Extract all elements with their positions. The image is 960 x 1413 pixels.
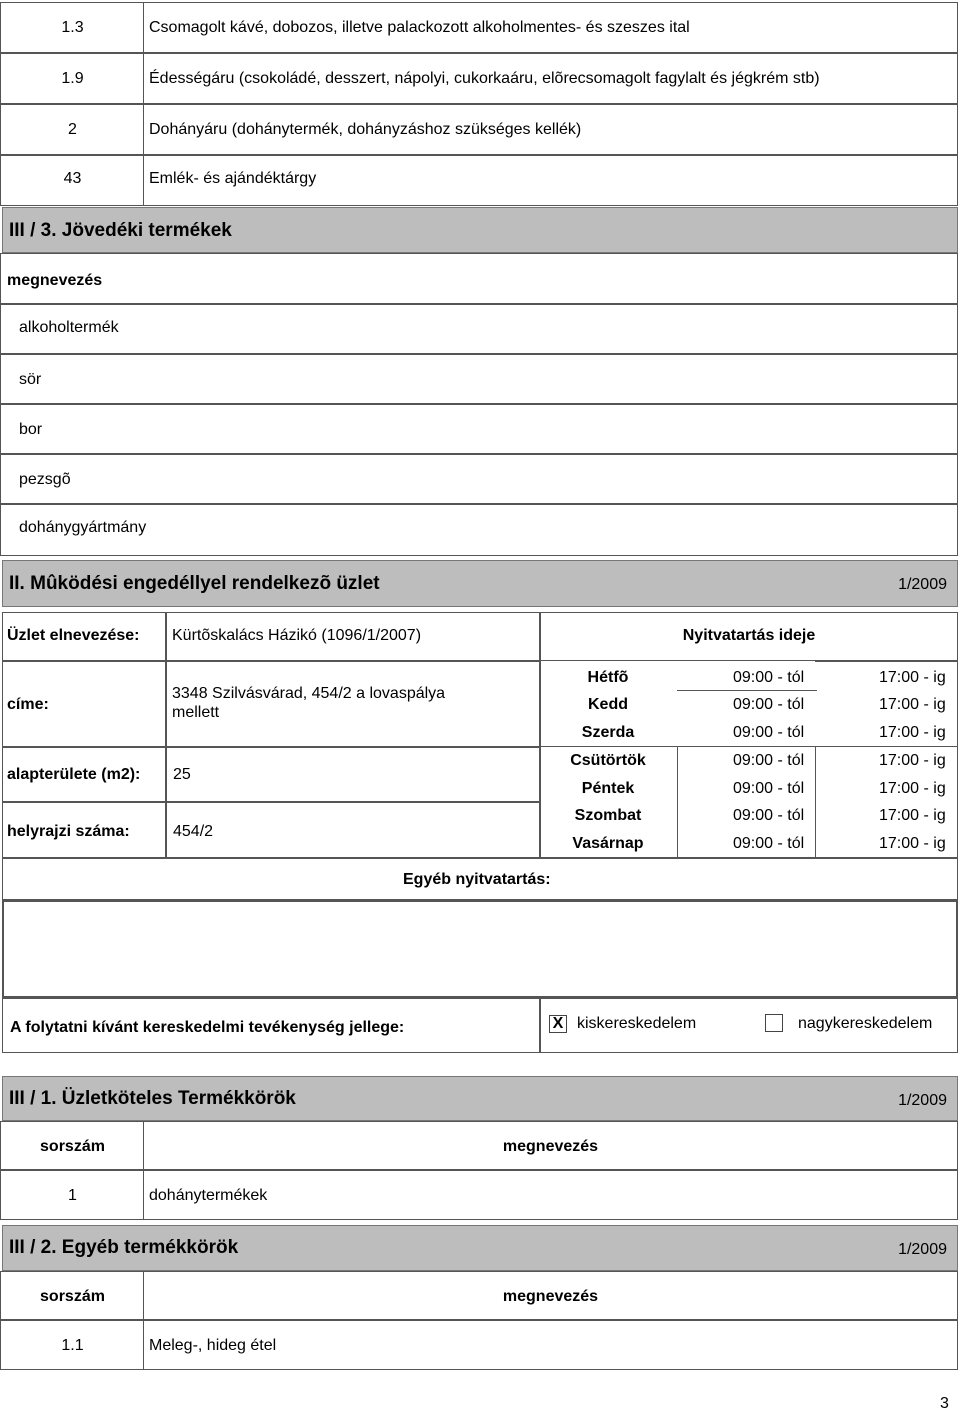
section1-row-text: dohánytermékek: [149, 1187, 268, 1204]
section2-row-text: Meleg-, hideg étel: [149, 1337, 277, 1354]
product-row-text: Csomagolt kávé, dobozos, illetve palackozott alkoholmentes- és szeszes ital: [149, 19, 690, 36]
shop-name-label: Üzlet elnevezése:: [7, 627, 140, 644]
hours-day: Kedd: [588, 696, 628, 713]
permit-section-header: [2, 560, 958, 607]
permit-section-code: 1/2009: [898, 576, 947, 593]
section1-row: [0, 1170, 958, 1220]
hours-day: Hétfõ: [587, 669, 629, 686]
excise-item-label: sör: [19, 371, 42, 388]
lot-value: 454/2: [173, 823, 214, 840]
hours-day: Vasárnap: [572, 835, 644, 852]
section2-title: III / 2. Egyéb termékkörök: [9, 1237, 239, 1258]
excise-item-label: pezsgõ: [19, 471, 71, 488]
shop-name-value: Kürtõskalács Házikó (1096/1/2007): [172, 627, 422, 644]
area-label-cell: [2, 747, 166, 802]
excise-item-label: bor: [19, 421, 43, 438]
excise-section-header: [2, 207, 958, 253]
excise-item-label: alkoholtermék: [19, 319, 119, 336]
shop-name-label-cell: [2, 612, 166, 661]
section1-col-num: sorszám: [40, 1138, 105, 1155]
section1-row-number: 1: [68, 1187, 77, 1204]
product-row-number: 1.3: [61, 19, 84, 36]
lot-label: helyrajzi száma:: [7, 823, 130, 840]
area-value: 25: [173, 766, 191, 783]
excise-item: [0, 354, 958, 404]
section2-row-number: 1.1: [61, 1337, 84, 1354]
wholesale-label: nagykereskedelem: [798, 1015, 933, 1032]
address-value-cell: [166, 661, 540, 747]
area-label: alapterülete (m2):: [7, 766, 141, 783]
address-value: 3348 Szilvásvárad, 454/2 a lovaspálya mellett: [172, 685, 446, 721]
product-row-text: Édességáru (csokoládé, desszert, nápolyi, cukorkaáru, elõrecsomagolt fagylalt és jégkrém stb): [149, 70, 820, 87]
shop-name-value-cell: [166, 612, 540, 661]
section2-col-name: megnevezés: [502, 1288, 599, 1305]
hours-to: 17:00 - ig: [879, 724, 946, 741]
hours-from: 09:00 - tól: [733, 807, 805, 824]
excise-section-title: III / 3. Jövedéki termékek: [9, 220, 232, 241]
excise-column-header: [0, 253, 958, 304]
hours-from: 09:00 - tól: [733, 696, 805, 713]
section2-header: [2, 1225, 958, 1271]
section2-column-header: [0, 1271, 958, 1320]
excise-item: [0, 304, 958, 354]
activity-options-cell: [540, 998, 958, 1053]
address-label-cell: [2, 661, 166, 747]
hours-header: Nyitvatartás ideje: [682, 627, 816, 644]
activity-label: A folytatni kívánt kereskedelmi tevékenység jellege:: [10, 1019, 405, 1036]
hours-to: 17:00 - ig: [879, 807, 946, 824]
hours-from: 09:00 - tól: [733, 780, 805, 797]
excise-item: [0, 454, 958, 504]
hours-to: 17:00 - ig: [879, 696, 946, 713]
hours-from: 09:00 - tól: [733, 724, 805, 741]
hours-from: 09:00 - tól: [733, 752, 805, 769]
hours-day: Csütörtök: [570, 752, 646, 769]
product-row-text: Emlék- és ajándéktárgy: [149, 170, 317, 187]
excise-item: [0, 504, 958, 556]
product-row: [0, 155, 958, 206]
activity-label-cell: [2, 998, 540, 1053]
hours-day: Szombat: [574, 807, 642, 824]
section1-header: [2, 1076, 958, 1121]
hours-day: Szerda: [581, 724, 635, 741]
page-number: 3: [940, 1395, 949, 1412]
excise-item-label: dohánygyártmány: [19, 519, 147, 536]
hours-to: 17:00 - ig: [879, 669, 946, 686]
hours-day: Péntek: [581, 780, 635, 797]
other-hours-header-cell: [2, 858, 958, 900]
lot-label-cell: [2, 802, 166, 858]
product-row-number: 1.9: [61, 70, 84, 87]
area-value-cell: [166, 747, 540, 802]
hours-to: 17:00 - ig: [879, 780, 946, 797]
section2-code: 1/2009: [898, 1241, 947, 1258]
retail-checkbox[interactable]: X: [549, 1015, 567, 1033]
product-row: [0, 53, 958, 104]
wholesale-checkbox[interactable]: [765, 1014, 783, 1032]
section1-col-name: megnevezés: [502, 1138, 599, 1155]
section2-row: [0, 1320, 958, 1370]
product-row: [0, 2, 958, 53]
other-hours-label: Egyéb nyitvatartás:: [403, 871, 551, 888]
hours-from: 09:00 - tól: [733, 835, 805, 852]
address-label: címe:: [7, 696, 49, 713]
excise-item: [0, 404, 958, 454]
other-hours-box: [2, 900, 958, 998]
section2-col-num: sorszám: [40, 1288, 105, 1305]
hours-to: 17:00 - ig: [879, 752, 946, 769]
retail-label: kiskereskedelem: [577, 1015, 697, 1032]
excise-column-name: megnevezés: [7, 272, 103, 289]
product-row-number: 2: [68, 121, 77, 138]
hours-to: 17:00 - ig: [879, 835, 946, 852]
lot-value-cell: [166, 802, 540, 858]
product-row-number: 43: [63, 170, 82, 187]
hours-header-cell: [540, 612, 958, 661]
section1-column-header: [0, 1121, 958, 1170]
section1-code: 1/2009: [898, 1092, 947, 1109]
permit-section-title: II. Mûködési engedéllyel rendelkezõ üzlet: [9, 573, 380, 594]
product-row: [0, 104, 958, 155]
product-row-text: Dohányáru (dohánytermék, dohányzáshoz szükséges kellék): [149, 121, 582, 138]
section1-title: III / 1. Üzletköteles Termékkörök: [9, 1088, 296, 1109]
hours-from: 09:00 - tól: [733, 669, 805, 686]
